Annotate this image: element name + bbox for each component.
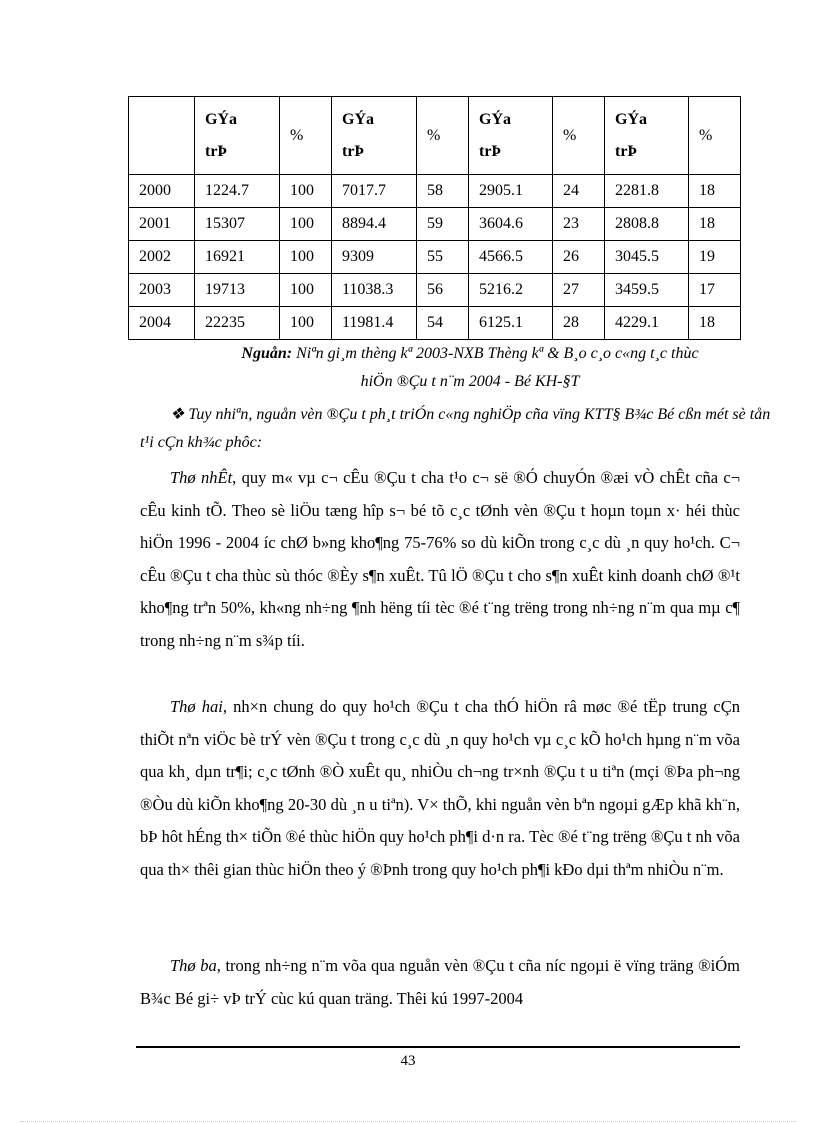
table-cell: 2281.8 [605,175,689,208]
table-cell: 2808.8 [605,208,689,241]
table-cell: 2905.1 [469,175,553,208]
table-cell: 26 [553,241,605,274]
table-cell: 27 [553,274,605,307]
table-cell: 23 [553,208,605,241]
table-row [129,307,741,340]
table-cell: 59 [417,208,469,241]
table-cell: 18 [689,208,741,241]
table-row [129,274,741,307]
table-cell: 100 [280,175,332,208]
table-row [129,208,741,241]
header-cell-value: GÝa trÞ [605,97,689,175]
investment-table [128,96,741,340]
diamond-bullet-icon: ❖ [170,406,185,423]
table-cell-year: 2004 [129,307,195,340]
paragraph-text: , quy m« vµ c¬ cÊu ®Çu t cha t¹o c¬ së ®Ó chuyÓn ®æi vÒ chÊt cña c¬ cÊu kinh tÕ. Theo sè liÖu tæng hîp s¬ bé tõ c¸c tØnh vèn ®Çu t hoµn toµn x· héi thùc hiÖn 1996 - 2004 íc chØ b»ng kho¶ng 75-76% so dù kiÕn trong c¸c dù ¸n quy ho¹ch. C¬ cÊu ®Çu t cha thùc sù thóc ®Èy s¶n xuÊt. Tû lÖ ®Çu t cho s¶n xuÊt kinh doanh chØ ®¹t kho¶ng trªn 50%, kh«ng nh÷ng ¶nh hëng tíi tèc ®é t¨ng trëng trong nh÷ng n¨m qua mµ c¶ trong nh÷ng n¨m s¾p tíi. [140,468,740,650]
table-cell: 100 [280,208,332,241]
paragraph-third [140,950,740,1015]
table-source-note [150,340,790,396]
header-cell-percent: % [280,97,332,175]
table-cell: 5216.2 [469,274,553,307]
source-label: Nguån: [241,345,293,362]
header-cell-percent: % [553,97,605,175]
table-cell: 24 [553,175,605,208]
source-text-line1: Niªn gi¸m thèng kª 2003-NXB Thèng kª & B¸o c¸o c«ng t¸c thùc [292,345,699,362]
header-cell-value: GÝa trÞ [195,97,280,175]
table-cell: 55 [417,241,469,274]
paragraph-text: , trong nh÷ng n¨m võa qua nguån vèn ®Çu t cña níc ngoµi ë vïng träng ®iÓm B¾c Bé gi÷ vÞ trÝ cùc kú quan träng. Thêi kú 1997-2004 [140,956,740,1008]
footer-divider [136,1046,740,1048]
table-cell: 28 [553,307,605,340]
header-cell-percent: % [417,97,469,175]
table-row [129,241,741,274]
table-cell: 1224.7 [195,175,280,208]
table-cell: 11038.3 [332,274,417,307]
table-cell-year: 2003 [129,274,195,307]
table-body [129,175,741,340]
table-cell: 4566.5 [469,241,553,274]
table-cell: 100 [280,307,332,340]
header-cell-percent: % [689,97,741,175]
table-cell: 15307 [195,208,280,241]
table-cell: 7017.7 [332,175,417,208]
bullet-text: Tuy nhiªn, nguån vèn ®Çu t ph¸t triÓn c«ng nghiÖp cña vïng KTT§ B¾c Bé cßn mét sè tån t¹i cÇn kh¾c phôc: [140,406,771,451]
paragraph-lead: Thø ba [170,956,217,975]
table-cell: 4229.1 [605,307,689,340]
table-cell: 3604.6 [469,208,553,241]
table-cell: 6125.1 [469,307,553,340]
header-cell-value: GÝa trÞ [469,97,553,175]
table-cell-year: 2002 [129,241,195,274]
table-cell: 3459.5 [605,274,689,307]
table-cell: 3045.5 [605,241,689,274]
paragraph-second [140,691,740,887]
table-cell: 18 [689,307,741,340]
table-cell: 58 [417,175,469,208]
paragraph-first [140,462,740,658]
table-cell: 100 [280,274,332,307]
table-cell: 11981.4 [332,307,417,340]
table-cell-year: 2001 [129,208,195,241]
table-cell: 9309 [332,241,417,274]
source-text-line2: hiÖn ®Çu t n¨m 2004 - Bé KH-§T [360,373,580,390]
header-cell-year [129,97,195,175]
table-cell: 54 [417,307,469,340]
table-header [129,97,741,175]
page-number: 43 [400,1053,416,1069]
header-cell-value: GÝa trÞ [332,97,417,175]
table-cell: 19713 [195,274,280,307]
table-cell: 19 [689,241,741,274]
table-cell: 100 [280,241,332,274]
table-row [129,175,741,208]
table-cell-year: 2000 [129,175,195,208]
table-cell: 17 [689,274,741,307]
paragraph-lead: Thø nhÊt [170,468,233,487]
page-edge-line [20,1121,796,1122]
bullet-paragraph [140,401,780,457]
table-cell: 8894.4 [332,208,417,241]
paragraph-lead: Thø hai [170,697,223,716]
table-cell: 18 [689,175,741,208]
table-cell: 22235 [195,307,280,340]
paragraph-text: , nh×n chung do quy ho¹ch ®Çu t cha thÓ hiÖn râ møc ®é tËp trung cÇn thiÕt nªn viÖc bè trÝ vèn ®Çu t trong c¸c dù ¸n quy ho¹ch vµ c¸c kÕ ho¹ch hµng n¨m võa qua kh¸ dµn tr¶i; c¸c tØnh ®Ò xuÊt qu¸ nhiÒu ch¬ng tr×nh ®Çu t u tiªn (mçi ®Þa ph¬ng ®Òu dù kiÕn kho¶ng 20-30 dù ¸n u tiªn). V× thÕ, khi nguån vèn bªn ngoµi gÆp khã kh¨n, bÞ hôt hÉng th× tiÕn ®é thùc hiÖn quy ho¹ch ph¶i d·n ra. Tèc ®é t¨ng trëng ®Çu t nh võa qua th× thêi gian thùc hiÖn theo ý ®Þnh trong quy ho¹ch ph¶i kÐo dµi thªm nhiÒu n¨m. [140,697,741,879]
table-header-row [129,97,741,175]
table-cell: 16921 [195,241,280,274]
table-cell: 56 [417,274,469,307]
